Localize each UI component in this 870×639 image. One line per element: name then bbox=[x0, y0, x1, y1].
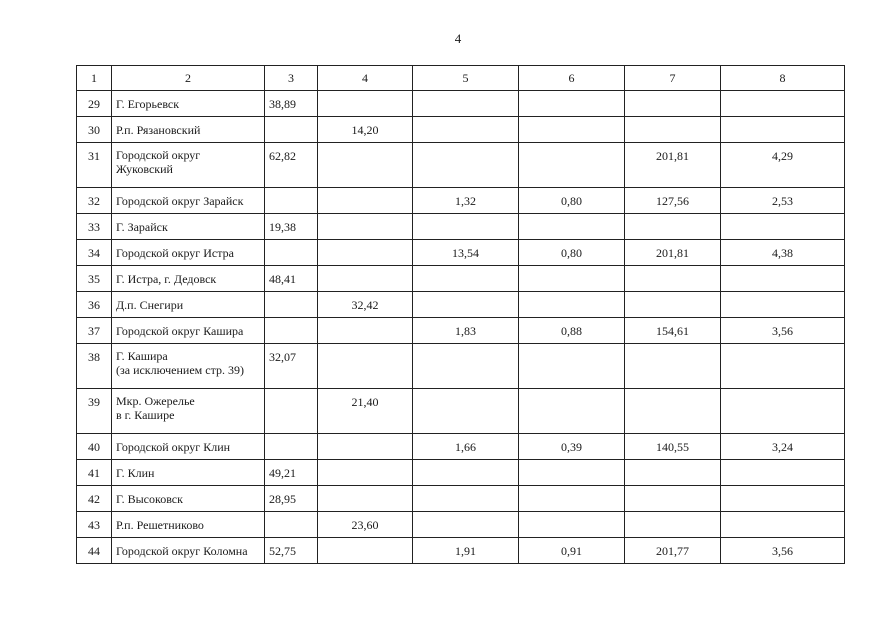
value-cell-col6 bbox=[519, 91, 625, 117]
value-cell-col4 bbox=[318, 538, 413, 564]
header-cell: 8 bbox=[721, 66, 845, 91]
table-row bbox=[77, 389, 845, 434]
value-cell-col5 bbox=[413, 512, 519, 538]
value-cell-col5 bbox=[413, 214, 519, 240]
row-name-cell: Г. Клин bbox=[112, 460, 265, 486]
row-number-cell: 33 bbox=[77, 214, 112, 240]
value-cell-col5: 1,91 bbox=[413, 538, 519, 564]
header-cell: 3 bbox=[265, 66, 318, 91]
value-cell-col4 bbox=[318, 460, 413, 486]
value-cell-col5 bbox=[413, 460, 519, 486]
value-cell-col7 bbox=[625, 292, 721, 318]
value-cell-col7 bbox=[625, 266, 721, 292]
value-cell-col7: 127,56 bbox=[625, 188, 721, 214]
value-cell-col8: 4,29 bbox=[721, 143, 845, 188]
value-cell-col3: 28,95 bbox=[265, 486, 318, 512]
value-cell-col7 bbox=[625, 344, 721, 389]
table-row bbox=[77, 434, 845, 460]
row-name-cell: Д.п. Снегири bbox=[112, 292, 265, 318]
value-cell-col8: 3,56 bbox=[721, 318, 845, 344]
row-name-cell: Г. Высоковск bbox=[112, 486, 265, 512]
page-number: 4 bbox=[454, 31, 462, 46]
row-name-cell: Р.п. Решетниково bbox=[112, 512, 265, 538]
value-cell-col6 bbox=[519, 143, 625, 188]
row-name-cell: Г. Зарайск bbox=[112, 214, 265, 240]
value-cell-col5: 1,66 bbox=[413, 434, 519, 460]
value-cell-col7: 201,81 bbox=[625, 240, 721, 266]
value-cell-col4: 23,60 bbox=[318, 512, 413, 538]
value-cell-col3 bbox=[265, 389, 318, 434]
table-row bbox=[77, 91, 845, 117]
value-cell-col3 bbox=[265, 512, 318, 538]
value-cell-col8: 4,38 bbox=[721, 240, 845, 266]
header-cell: 1 bbox=[77, 66, 112, 91]
value-cell-col4 bbox=[318, 240, 413, 266]
row-number-cell: 29 bbox=[77, 91, 112, 117]
value-cell-col3 bbox=[265, 434, 318, 460]
row-number-cell: 32 bbox=[77, 188, 112, 214]
value-cell-col7 bbox=[625, 117, 721, 143]
value-cell-col8: 2,53 bbox=[721, 188, 845, 214]
value-cell-col8: 3,56 bbox=[721, 538, 845, 564]
value-cell-col8 bbox=[721, 486, 845, 512]
row-name-cell: Городской округ Зарайск bbox=[112, 188, 265, 214]
value-cell-col3: 32,07 bbox=[265, 344, 318, 389]
value-cell-col5 bbox=[413, 143, 519, 188]
value-cell-col6 bbox=[519, 486, 625, 512]
row-number-cell: 42 bbox=[77, 486, 112, 512]
value-cell-col4 bbox=[318, 266, 413, 292]
row-name-cell: Г. Егорьевск bbox=[112, 91, 265, 117]
value-cell-col5 bbox=[413, 117, 519, 143]
value-cell-col4 bbox=[318, 188, 413, 214]
value-cell-col6 bbox=[519, 344, 625, 389]
row-name-cell: Мкр. Ожерелье в г. Кашире bbox=[112, 389, 265, 434]
table-row bbox=[77, 318, 845, 344]
value-cell-col6: 0,80 bbox=[519, 188, 625, 214]
value-cell-col7: 201,77 bbox=[625, 538, 721, 564]
value-cell-col7: 140,55 bbox=[625, 434, 721, 460]
row-name-cell: Городской округ Жуковский bbox=[112, 143, 265, 188]
value-cell-col6 bbox=[519, 389, 625, 434]
value-cell-col5 bbox=[413, 292, 519, 318]
row-name-cell: Г. Истра, г. Дедовск bbox=[112, 266, 265, 292]
value-cell-col4 bbox=[318, 344, 413, 389]
value-cell-col5: 1,32 bbox=[413, 188, 519, 214]
value-cell-col8 bbox=[721, 344, 845, 389]
value-cell-col4 bbox=[318, 318, 413, 344]
header-cell: 7 bbox=[625, 66, 721, 91]
row-name-cell: Городской округ Кашира bbox=[112, 318, 265, 344]
table-row bbox=[77, 292, 845, 318]
value-cell-col5 bbox=[413, 266, 519, 292]
value-cell-col6: 0,91 bbox=[519, 538, 625, 564]
table-row bbox=[77, 512, 845, 538]
value-cell-col6 bbox=[519, 266, 625, 292]
value-cell-col7 bbox=[625, 214, 721, 240]
value-cell-col7 bbox=[625, 460, 721, 486]
table-row bbox=[77, 538, 845, 564]
row-name-cell: Городской округ Коломна bbox=[112, 538, 265, 564]
table-row bbox=[77, 188, 845, 214]
header-row bbox=[77, 66, 845, 91]
value-cell-col7 bbox=[625, 91, 721, 117]
row-name-cell: Г. Кашира (за исключением стр. 39) bbox=[112, 344, 265, 389]
value-cell-col8 bbox=[721, 460, 845, 486]
row-number-cell: 39 bbox=[77, 389, 112, 434]
value-cell-col7 bbox=[625, 486, 721, 512]
header-cell: 4 bbox=[318, 66, 413, 91]
row-number-cell: 37 bbox=[77, 318, 112, 344]
table-row bbox=[77, 266, 845, 292]
value-cell-col3 bbox=[265, 240, 318, 266]
value-cell-col8 bbox=[721, 389, 845, 434]
value-cell-col4 bbox=[318, 434, 413, 460]
value-cell-col3: 49,21 bbox=[265, 460, 318, 486]
value-cell-col4: 14,20 bbox=[318, 117, 413, 143]
value-cell-col7: 154,61 bbox=[625, 318, 721, 344]
row-number-cell: 35 bbox=[77, 266, 112, 292]
value-cell-col6 bbox=[519, 512, 625, 538]
row-name-cell: Городской округ Клин bbox=[112, 434, 265, 460]
row-number-cell: 30 bbox=[77, 117, 112, 143]
value-cell-col7 bbox=[625, 389, 721, 434]
table-row bbox=[77, 460, 845, 486]
value-cell-col3 bbox=[265, 117, 318, 143]
value-cell-col4 bbox=[318, 486, 413, 512]
header-cell: 6 bbox=[519, 66, 625, 91]
value-cell-col4: 32,42 bbox=[318, 292, 413, 318]
value-cell-col3: 62,82 bbox=[265, 143, 318, 188]
value-cell-col4 bbox=[318, 143, 413, 188]
row-number-cell: 31 bbox=[77, 143, 112, 188]
row-name-cell: Р.п. Рязановский bbox=[112, 117, 265, 143]
value-cell-col3: 19,38 bbox=[265, 214, 318, 240]
table-row bbox=[77, 117, 845, 143]
value-cell-col5 bbox=[413, 91, 519, 117]
header-cell: 5 bbox=[413, 66, 519, 91]
value-cell-col8 bbox=[721, 512, 845, 538]
table-body bbox=[77, 66, 845, 564]
row-number-cell: 34 bbox=[77, 240, 112, 266]
value-cell-col6: 0,88 bbox=[519, 318, 625, 344]
value-cell-col4 bbox=[318, 91, 413, 117]
value-cell-col8 bbox=[721, 214, 845, 240]
table-row bbox=[77, 143, 845, 188]
row-number-cell: 38 bbox=[77, 344, 112, 389]
header-cell: 2 bbox=[112, 66, 265, 91]
value-cell-col3 bbox=[265, 318, 318, 344]
row-number-cell: 41 bbox=[77, 460, 112, 486]
value-cell-col3: 52,75 bbox=[265, 538, 318, 564]
value-cell-col5 bbox=[413, 344, 519, 389]
table-row bbox=[77, 344, 845, 389]
table-row bbox=[77, 240, 845, 266]
value-cell-col6 bbox=[519, 117, 625, 143]
table-row bbox=[77, 486, 845, 512]
row-number-cell: 40 bbox=[77, 434, 112, 460]
value-cell-col6 bbox=[519, 292, 625, 318]
value-cell-col6: 0,80 bbox=[519, 240, 625, 266]
value-cell-col8 bbox=[721, 91, 845, 117]
row-name-cell: Городской округ Истра bbox=[112, 240, 265, 266]
row-number-cell: 43 bbox=[77, 512, 112, 538]
value-cell-col5 bbox=[413, 486, 519, 512]
value-cell-col8 bbox=[721, 266, 845, 292]
value-cell-col8 bbox=[721, 117, 845, 143]
value-cell-col8: 3,24 bbox=[721, 434, 845, 460]
value-cell-col6: 0,39 bbox=[519, 434, 625, 460]
value-cell-col5: 1,83 bbox=[413, 318, 519, 344]
value-cell-col6 bbox=[519, 460, 625, 486]
value-cell-col5: 13,54 bbox=[413, 240, 519, 266]
value-cell-col6 bbox=[519, 214, 625, 240]
value-cell-col8 bbox=[721, 292, 845, 318]
value-cell-col5 bbox=[413, 389, 519, 434]
value-cell-col3: 38,89 bbox=[265, 91, 318, 117]
row-number-cell: 36 bbox=[77, 292, 112, 318]
value-cell-col7: 201,81 bbox=[625, 143, 721, 188]
table-row bbox=[77, 214, 845, 240]
value-cell-col3 bbox=[265, 292, 318, 318]
value-cell-col3: 48,41 bbox=[265, 266, 318, 292]
value-cell-col3 bbox=[265, 188, 318, 214]
data-table bbox=[76, 65, 845, 564]
value-cell-col4: 21,40 bbox=[318, 389, 413, 434]
value-cell-col7 bbox=[625, 512, 721, 538]
value-cell-col4 bbox=[318, 214, 413, 240]
row-number-cell: 44 bbox=[77, 538, 112, 564]
